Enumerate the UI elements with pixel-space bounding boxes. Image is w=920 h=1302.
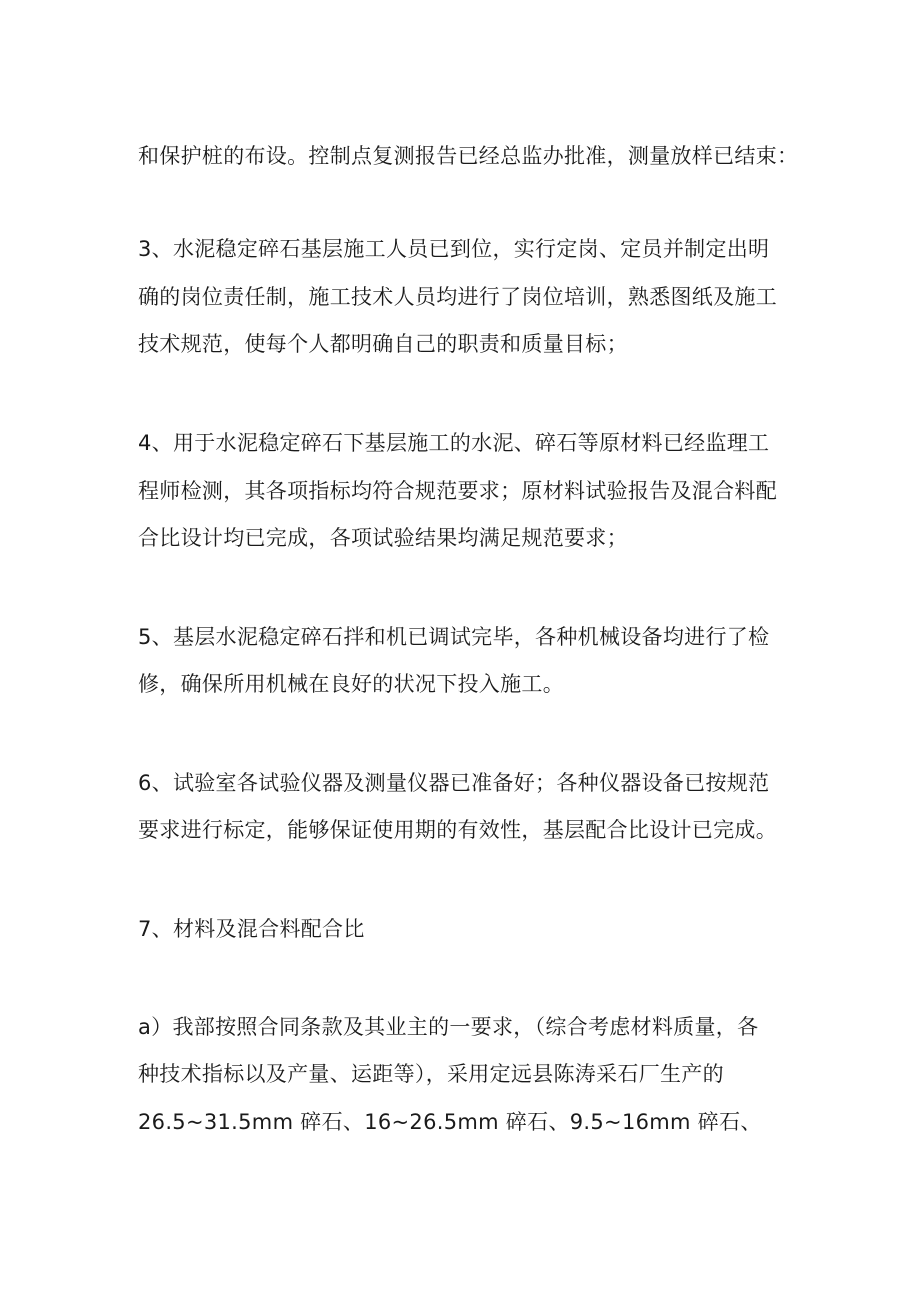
text-line: 要求进行标定，能够保证使用期的有效性，基层配合比设计已完成。	[138, 818, 777, 842]
text-line: 合比设计均已完成，各项试验结果均满足规范要求；	[138, 526, 628, 550]
text-line: 和保护桩的布设。控制点复测报告已经总监办批准，测量放样已结束：	[138, 144, 799, 168]
text-line: 程师检测，其各项指标均符合规范要求；原材料试验报告及混合料配	[138, 479, 777, 503]
text-line: 26.5~31.5mm 碎石、16~26.5mm 碎石、9.5~16mm 碎石、	[138, 1110, 762, 1134]
text-line: a）我部按照合同条款及其业主的一要求，（综合考虑材料质量，各	[138, 1015, 759, 1039]
text-line: 确的岗位责任制，施工技术人员均进行了岗位培训，熟悉图纸及施工	[138, 285, 777, 309]
text-line: 修，确保所用机械在良好的状况下投入施工。	[138, 672, 564, 696]
text-line: 技术规范，使每个人都明确自己的职责和质量目标；	[138, 332, 628, 356]
text-line: 种技术指标以及产量、运距等），采用定远县陈涛采石厂生产的	[138, 1062, 724, 1086]
text-line: 5、基层水泥稳定碎石拌和机已调试完毕，各种机械设备均进行了检	[138, 625, 770, 649]
text-line: 3、水泥稳定碎石基层施工人员已到位，实行定岗、定员并制定出明	[138, 237, 770, 261]
section-heading: 7、材料及混合料配合比	[138, 917, 365, 941]
text-line: 6、试验室各试验仪器及测量仪器已准备好；各种仪器设备已按规范	[138, 771, 770, 795]
text-line: 4、用于水泥稳定碎石下基层施工的水泥、碎石等原材料已经监理工	[138, 431, 770, 455]
